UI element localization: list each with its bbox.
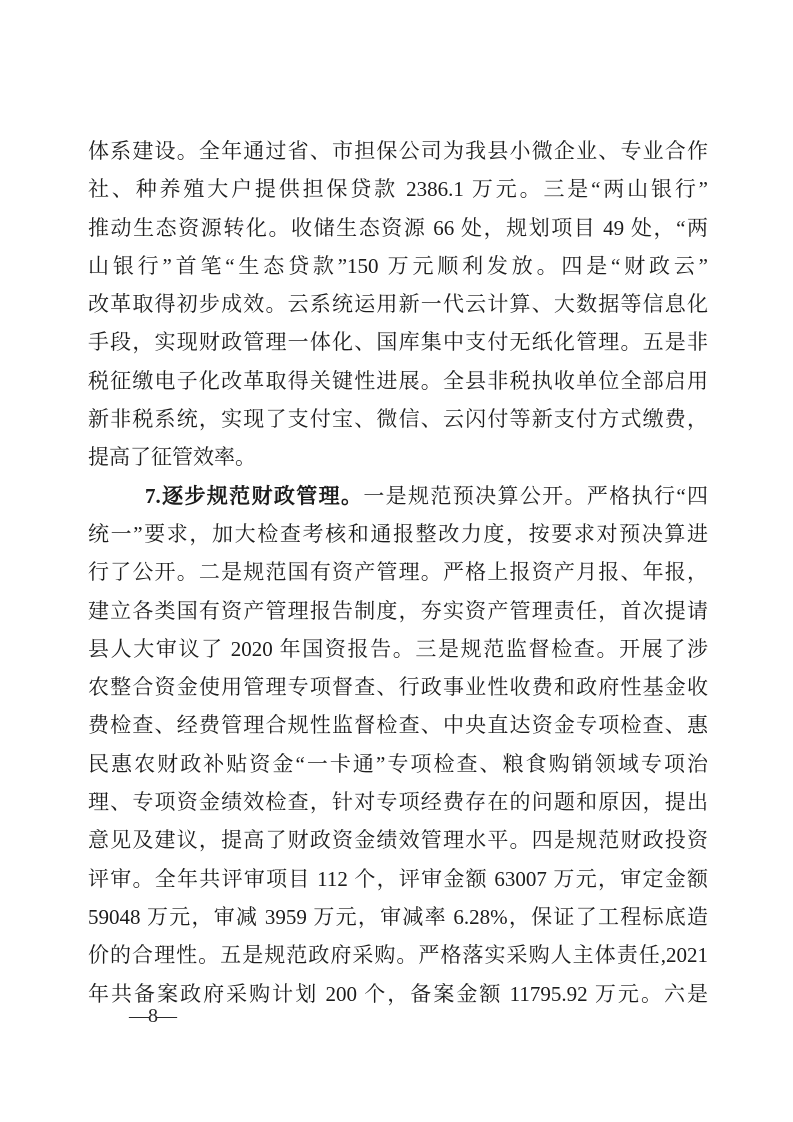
body-text-line: 意见及建议，提高了财政资金绩效管理水平。四是规范财政投资: [88, 828, 708, 853]
page-number: —8—: [129, 1005, 176, 1027]
body-text-line: 建立各类国有资产管理报告制度，夯实资产管理责任，首次提请: [88, 598, 708, 623]
body-text-line: 理、专项资金绩效检查，针对专项经费存在的问题和原因，提出: [88, 790, 708, 815]
body-text-line: 推动生态资源转化。收储生态资源 66 处，规划项目 49 处，“两: [88, 215, 708, 240]
body-text-line: 农整合资金使用管理专项督查、行政事业性收费和政府性基金收: [88, 675, 708, 700]
body-text-line: 统一”要求，加大检查考核和通报整改力度，按要求对预决算进: [88, 521, 708, 546]
body-text-line: 税征缴电子化改革取得关键性进展。全县非税执收单位全部启用: [88, 368, 708, 393]
body-text-line: 年共备案政府采购计划 200 个，备案金额 11795.92 万元。六是: [88, 981, 708, 1006]
paragraph-lead-rest: 一是规范预决算公开。严格执行“四: [363, 483, 709, 508]
body-text-line: 手段，实现财政管理一体化、国库集中支付无纸化管理。五是非: [88, 330, 708, 355]
body-text-line: 改革取得初步成效。云系统运用新一代云计算、大数据等信息化: [88, 292, 708, 317]
body-text-line: 山银行”首笔“生态贷款”150 万元顺利发放。四是“财政云”: [88, 253, 708, 278]
body-text-line: 费检查、经费管理合规性监督检查、中央直达资金专项检查、惠: [88, 713, 708, 738]
body-text-line: 县人大审议了 2020 年国资报告。三是规范监督检查。开展了涉: [88, 636, 708, 661]
paragraph-lead-bold: 7.逐步规范财政管理。: [145, 483, 364, 508]
body-text-line: 新非税系统，实现了支付宝、微信、云闪付等新支付方式缴费，: [88, 407, 708, 432]
body-text-line: [88, 477, 708, 515]
body-text-line: 民惠农财政补贴资金“一卡通”专项检查、粮食购销领域专项治: [88, 751, 708, 776]
body-text-line: 体系建设。全年通过省、市担保公司为我县小微企业、专业合作: [88, 139, 708, 163]
body-text: [88, 132, 708, 1013]
body-text-line: 评审。全年共评审项目 112 个，评审金额 63007 万元，审定金额: [88, 866, 708, 891]
body-text-line: 行了公开。二是规范国有资产管理。严格上报资产月报、年报，: [88, 560, 708, 585]
body-text-line: 社、种养殖大户提供担保贷款 2386.1 万元。三是“两山银行”: [88, 177, 708, 202]
body-text-line: 提高了征管效率。: [88, 445, 256, 470]
body-text-line: 59048 万元，审减 3959 万元，审减率 6.28%，保证了工程标底造: [88, 904, 708, 929]
body-text-line: 价的合理性。五是规范政府采购。严格落实采购人主体责任,2021: [88, 943, 708, 968]
